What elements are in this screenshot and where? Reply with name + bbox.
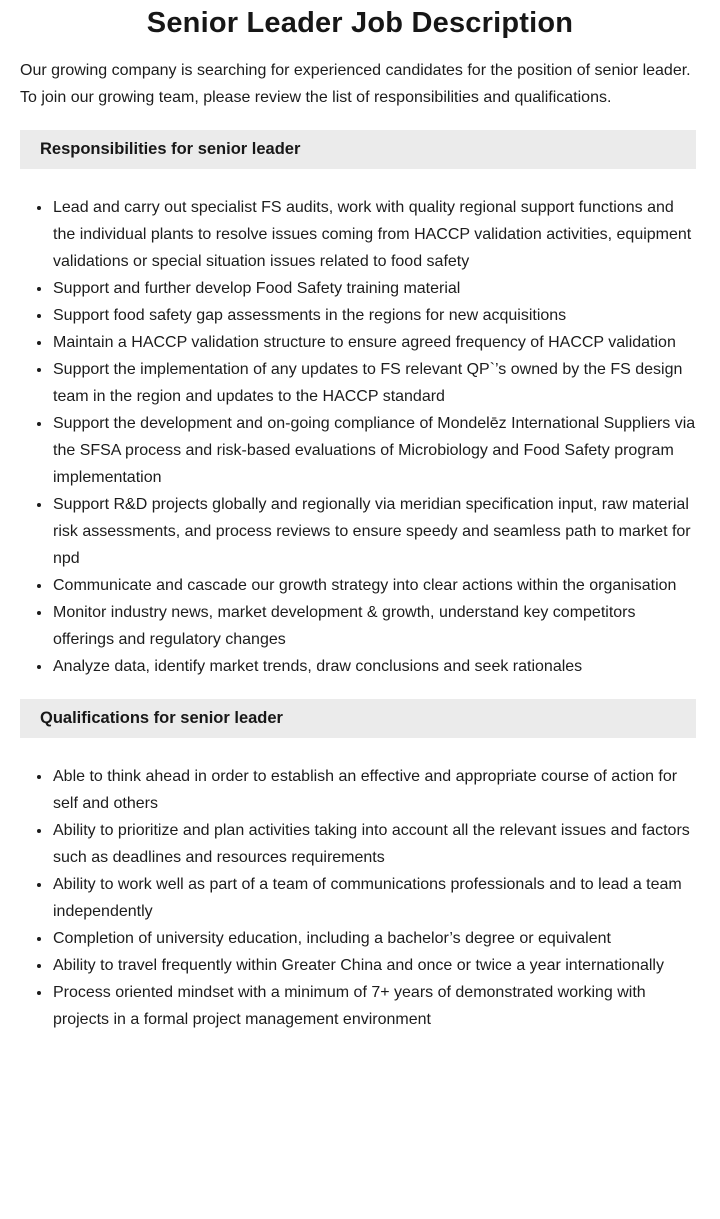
list-item: • Support R&D projects globally and regionally via meridian specification input, raw material risk assessments, and process reviews to ensure speedy and seamless path to market for npd [52,491,700,572]
list-item: • Lead and carry out specialist FS audits, work with quality regional support functions and the individual plants to resolve issues coming from HACCP validation activities, equipment validations or special situation issues related to food safety [52,194,700,275]
list-item: • Ability to travel frequently within Greater China and once or twice a year internationally [52,952,700,979]
section-header-responsibilities: Responsibilities for senior leader [20,130,696,169]
responsibilities-list [20,194,700,680]
list-item: • Completion of university education, including a bachelor’s degree or equivalent [52,925,700,952]
page-title: Senior Leader Job Description [146,7,574,39]
list-item: • Support food safety gap assessments in the regions for new acquisitions [52,302,700,329]
list-item: • Communicate and cascade our growth strategy into clear actions within the organisation [52,572,700,599]
list-item: • Able to think ahead in order to establish an effective and appropriate course of action for self and others [52,763,700,817]
list-item: • Maintain a HACCP validation structure to ensure agreed frequency of HACCP validation [52,329,700,356]
intro-paragraph: Our growing company is searching for experienced candidates for the position of senior leader. To join our growing team, please review the list of responsibilities and qualifications. [20,62,691,106]
list-item: • Process oriented mindset with a minimum of 7+ years of demonstrated working with projects in a formal project management environment [52,979,700,1033]
section-header-qualifications: Qualifications for senior leader [20,699,696,738]
list-item: • Support the development and on-going compliance of Mondelēz International Suppliers via the SFSA process and risk-based evaluations of Microbiology and Food Safety program implementation [52,410,700,491]
list-item: • Monitor industry news, market development & growth, understand key competitors offerings and regulatory changes [52,599,700,653]
list-item: • Support and further develop Food Safety training material [52,275,700,302]
qualifications-list [20,763,700,1033]
list-item: • Ability to work well as part of a team of communications professionals and to lead a team independently [52,871,700,925]
list-item: • Ability to prioritize and plan activities taking into account all the relevant issues and factors such as deadlines and resources requirements [52,817,700,871]
list-item: • Analyze data, identify market trends, draw conclusions and seek rationales [52,653,700,680]
list-item: • Support the implementation of any updates to FS relevant QP`’s owned by the FS design team in the region and updates to the HACCP standard [52,356,700,410]
